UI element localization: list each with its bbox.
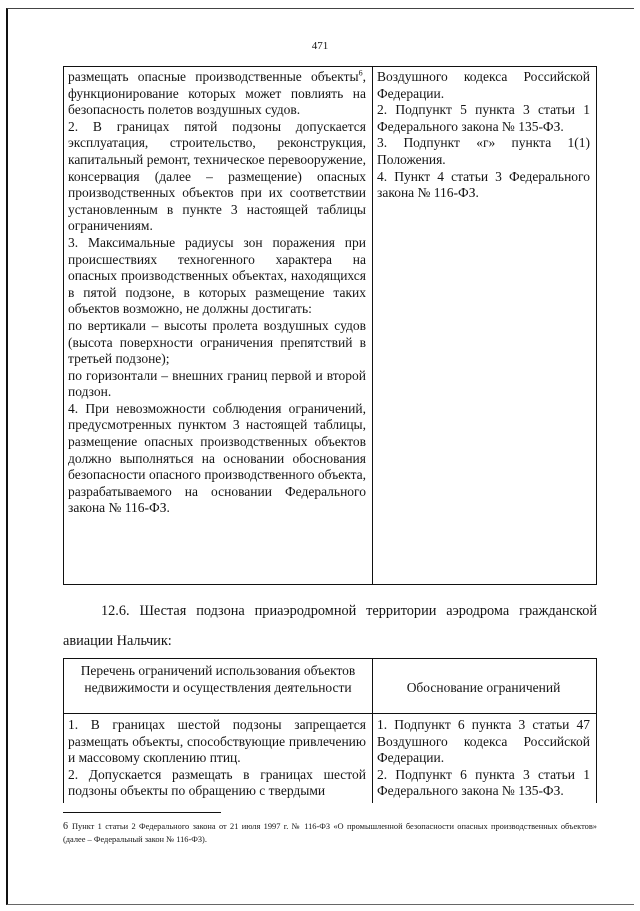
restriction-item-3: 3. Максимальные радиусы зон поражения при происшествиях техногенного характера на опасных производственных объектах, находящихся в пятой подзоне, в которых размещение таких объектов возможно, не должны достигать: — [68, 234, 366, 317]
column-divider — [372, 659, 373, 803]
justification-item-1-end: Воздушного кодекса Российской Федерации. — [377, 69, 590, 101]
restrictions-table-continued — [63, 66, 597, 585]
justification-cell — [377, 69, 590, 202]
footnote-text: Пункт 1 статьи 2 Федерального закона от 21 июля 1997 г. № 116-ФЗ «О промышленной безопасности опасных производственных объектов» (далее – Федеральный закон № 116-ФЗ). — [63, 822, 597, 844]
restrictions-cell — [68, 717, 366, 800]
justification-item-2: 2. Подпункт 5 пункта 3 статьи 1 Федерального закона № 135-ФЗ. — [377, 102, 590, 134]
restriction-item-2: 2. Допускается размещать в границах шестой подзоны объекты по обращению с твердыми — [68, 766, 366, 799]
column-header-restrictions: Перечень ограничений использования объектов недвижимости и осуществления деятельности — [80, 663, 356, 695]
restriction-item-3-horizontal: по горизонтали – внешних границ первой и второй подзон. — [68, 367, 366, 400]
justification-item-2: 2. Подпункт 6 пункта 3 статьи 1 Федерального закона № 135-ФЗ. — [377, 766, 590, 799]
restriction-item-4: 4. При невозможности соблюдения ограничений, предусмотренных пунктом 3 настоящей таблицы, размещение опасных производственных объектов должно выполняться на основании обоснования безопасности опасного производственного объекта, разрабатываемого на основании Федерального закона № 116-ФЗ. — [68, 400, 366, 516]
footnote-mark: 6 — [63, 821, 68, 832]
justification-cell — [377, 717, 590, 800]
footnote-separator — [63, 812, 221, 813]
justification-item-4: 4. Пункт 4 статьи 3 Федерального закона № 116-ФЗ. — [377, 168, 590, 201]
restriction-item-3-vertical: по вертикали – высоты пролета воздушных судов (высота поверхности ограничения препятствий в третьей подзоне); — [68, 317, 366, 367]
restriction-item-1: 1. В границах шестой подзоны запрещается размещать объекты, способствующие привлечению и массовому скоплению птиц. — [68, 717, 366, 766]
justification-item-3: 3. Подпункт «г» пункта 1(1) Положения. — [377, 135, 590, 167]
restrictions-cell — [68, 69, 366, 517]
column-header-justification: Обоснование ограничений — [406, 680, 561, 695]
section-heading: 12.6. Шестая подзона приаэродромной территории аэродрома гражданской авиации Нальчик: — [63, 603, 597, 649]
header-divider — [64, 713, 596, 714]
restriction-item-2: 2. В границах пятой подзоны допускается эксплуатация, строительство, реконструкция, капитальный ремонт, техническое перевооружение, консервация (далее – размещение) опасных производственных объектов при их соответствии установленным в пункте 3 настоящей таблицы ограничениям. — [68, 118, 366, 234]
restriction-item-1-end: размещать опасные производственные объекты$^6$, функционирование которых может повлиять на безопасность полетов воздушных судов. — [68, 68, 366, 118]
footnote — [63, 820, 597, 846]
sixth-subzone-table — [63, 658, 597, 803]
page-number: 471 — [311, 40, 329, 52]
footnote-ref: 6 — [358, 68, 363, 78]
column-divider — [372, 67, 373, 584]
justification-item-1: 1. Подпункт 6 пункта 3 статьи 47 Воздушного кодекса Российской Федерации. — [377, 717, 590, 766]
